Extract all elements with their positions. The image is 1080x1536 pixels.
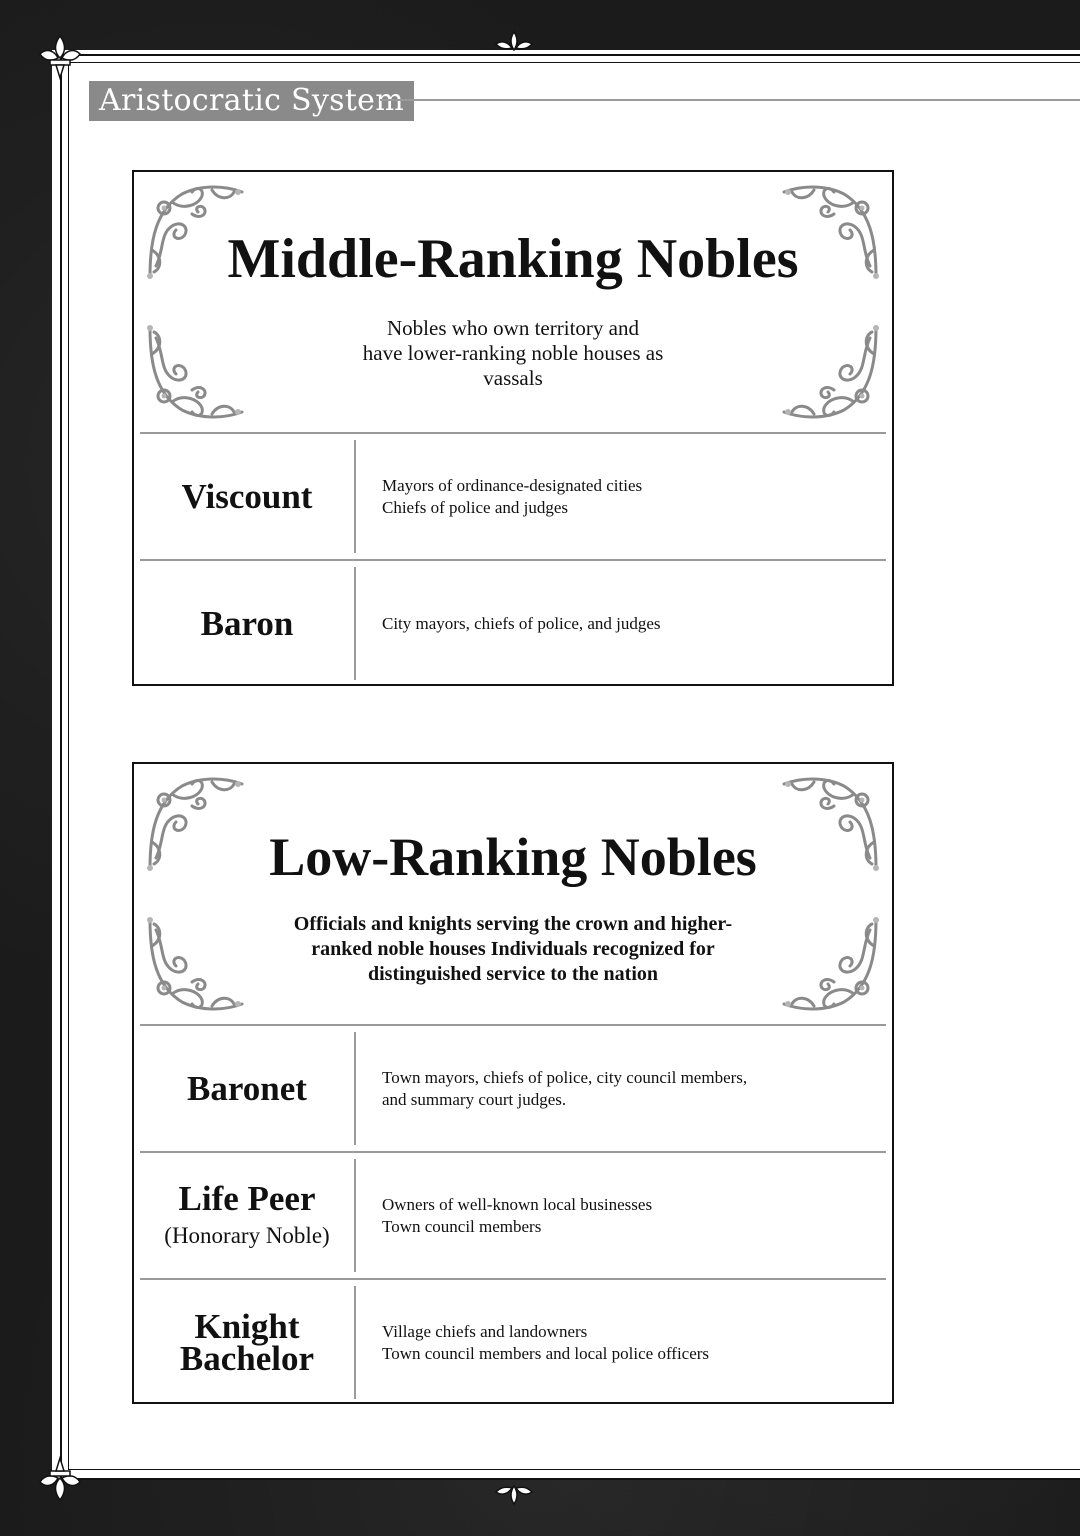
duty-line: Owners of well-known local businesses [382,1194,653,1214]
table-row [140,1151,886,1278]
rank-cell [140,440,356,553]
rank-name-line: Knight [194,1306,300,1346]
description-line: distinguished service to the nation [367,963,659,985]
duty-line: Town mayors, chiefs of police, city council members, [382,1067,748,1087]
duties-cell [382,434,876,559]
rank-cell [140,1286,356,1399]
description-line: vassals [483,366,543,390]
rank-name: Life Peer [178,1178,316,1218]
description-line: Nobles who own territory and [387,316,639,340]
duty-line: Chiefs of police and judges [382,497,569,517]
rank-name: Baron [200,603,294,643]
crown-ornament-icon [492,30,536,54]
description-line: have lower-ranking noble houses as [362,341,664,365]
card-title: Middle-Ranking Nobles [227,228,799,290]
duty-line: Town council members and local police officers [382,1343,710,1363]
description-line: Officials and knights serving the crown and higher- [293,913,733,935]
crown-ornament-icon [492,1482,536,1506]
scroll-flourish-icon [142,320,246,424]
card-title: Low-Ranking Nobles [269,827,757,887]
rank-cell [140,1159,356,1272]
rank-cell [140,567,356,680]
duties-cell [382,561,876,686]
section-title: Aristocratic System [89,81,414,121]
table-row [140,432,886,559]
rank-name: Viscount [181,476,313,516]
card-header [134,764,892,1024]
duty-line: Village chiefs and landowners [382,1321,588,1341]
rank-name-line: Bachelor [179,1338,315,1378]
rank-subtitle: (Honorary Noble) [164,1222,330,1248]
fleur-de-lis-icon [32,1450,88,1506]
middle-ranking-card [132,170,894,686]
table-row [140,1024,886,1151]
card-description [253,912,773,987]
rank-cell [140,1032,356,1145]
card-description [303,316,723,391]
duty-line: Mayors of ordinance-designated cities [382,475,643,495]
table-row [140,559,886,686]
description-line: ranked noble houses Individuals recognized for [311,938,715,960]
rank-name: Baronet [187,1068,307,1108]
rank-table [134,1024,892,1405]
rank-table [134,432,892,686]
card-header [134,172,892,432]
duty-line: and summary court judges. [382,1089,567,1109]
duties-cell [382,1026,876,1151]
duties-cell [382,1153,876,1278]
low-ranking-card [132,762,894,1404]
table-row [140,1278,886,1405]
scroll-flourish-icon [142,912,246,1016]
scroll-flourish-icon [780,320,884,424]
duties-cell [382,1280,876,1405]
section-rule [380,99,1080,101]
fleur-de-lis-icon [32,30,88,86]
scroll-flourish-icon [780,912,884,1016]
duty-line: City mayors, chiefs of police, and judges [382,613,661,633]
duty-line: Town council members [382,1216,542,1236]
